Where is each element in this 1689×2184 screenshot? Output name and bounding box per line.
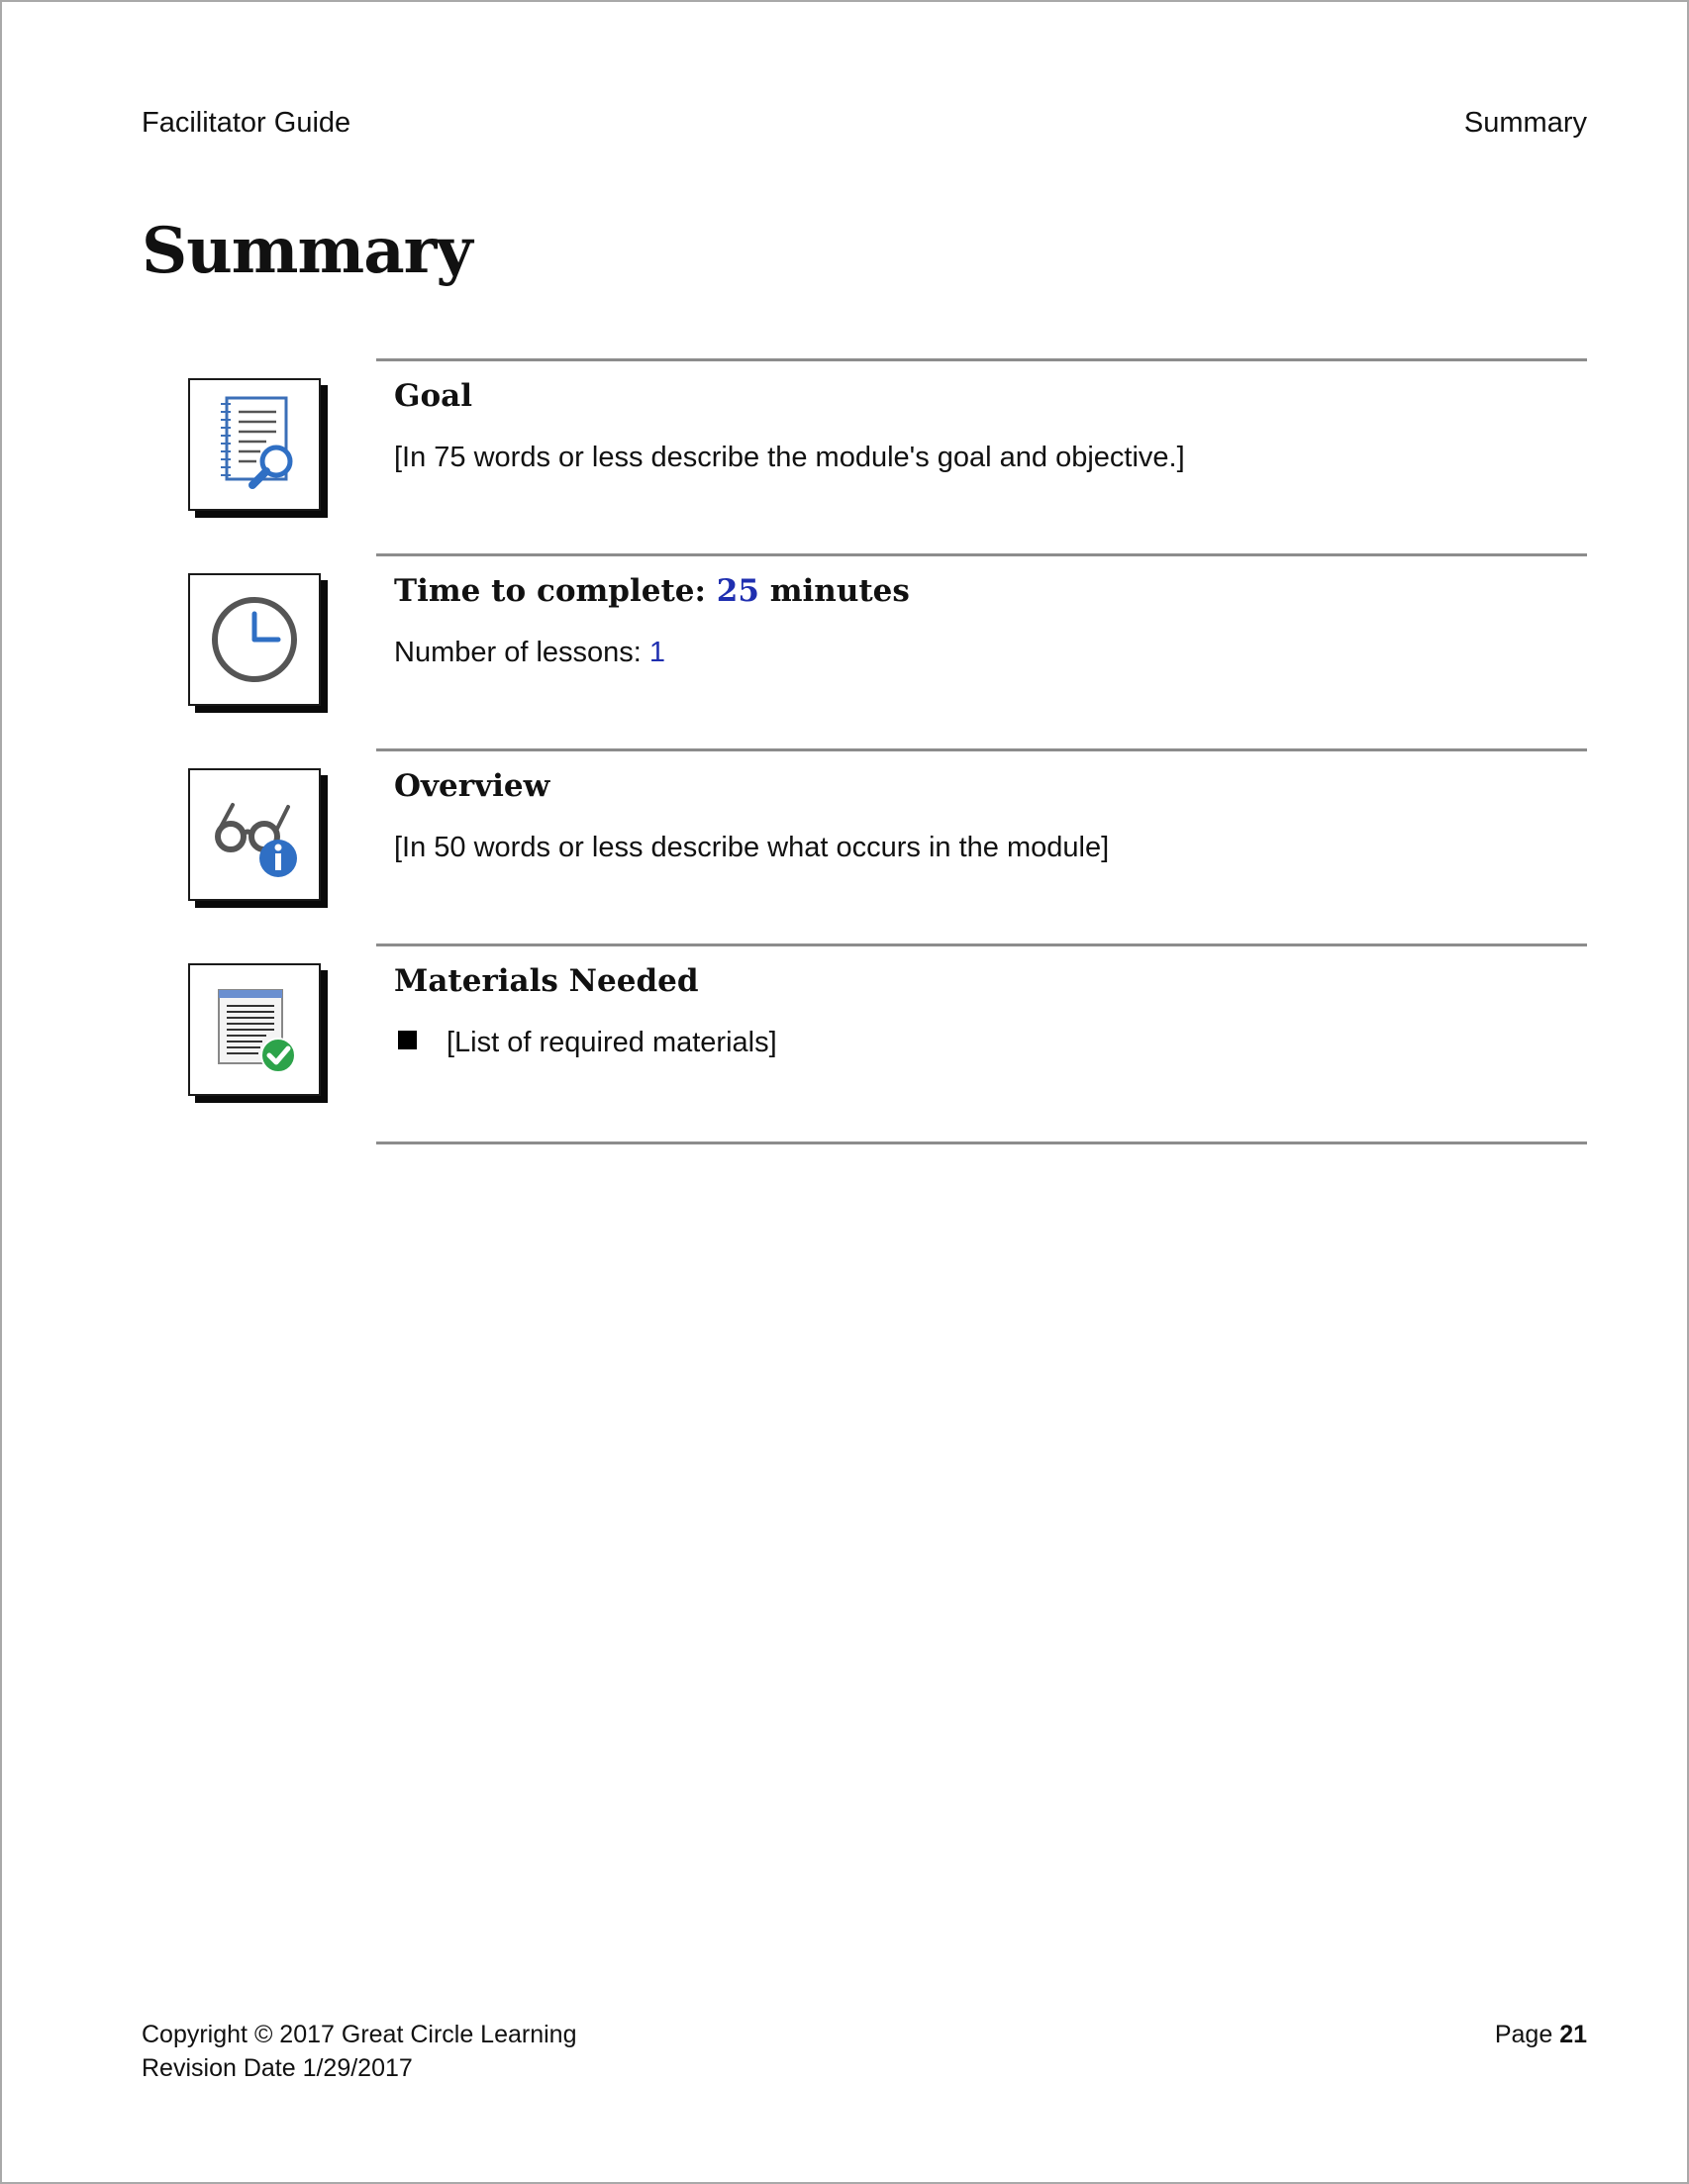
page-title: Summary [142,214,472,288]
footer-left [142,2018,576,2085]
page-number-value: 21 [1559,2021,1587,2048]
materials-heading: Materials Needed [394,963,699,999]
time-heading-suffix: minutes [758,573,910,609]
lessons-label: Number of lessons: [394,637,649,668]
glasses-info-icon [188,768,321,901]
materials-list-item [394,1027,777,1059]
goal-section [2,358,1687,554]
section-divider [376,943,1587,946]
materials-section [2,943,1687,1140]
time-section [2,553,1687,749]
section-divider-bottom [376,1142,1587,1144]
section-divider [376,748,1587,751]
copyright-text: Copyright © 2017 Great Circle Learning [142,2021,577,2048]
document-search-icon [188,378,321,511]
lessons-value: 1 [648,637,666,668]
time-heading-prefix: Time to complete: [394,573,717,609]
goal-description: [In 75 words or less describe the module's goal and objective.] [394,442,1185,473]
section-divider [376,553,1587,556]
overview-description: [In 50 words or less describe what occurs in the module] [394,832,1110,863]
bullet-icon [398,1031,417,1049]
checklist-icon [188,963,321,1096]
time-minutes-value: 25 [716,573,759,609]
clock-icon [188,573,321,706]
time-heading [394,573,910,609]
lessons-count [394,637,665,669]
page-label: Page [1494,2021,1560,2048]
page-number [1495,2018,1587,2051]
overview-section [2,748,1687,944]
section-divider [376,358,1587,361]
overview-heading: Overview [394,768,550,804]
header-right: Summary [1463,107,1587,139]
materials-item-text: [List of required materials] [447,1027,777,1058]
revision-date: Revision Date 1/29/2017 [142,2054,413,2082]
header-left: Facilitator Guide [142,107,351,139]
goal-heading: Goal [394,378,473,414]
